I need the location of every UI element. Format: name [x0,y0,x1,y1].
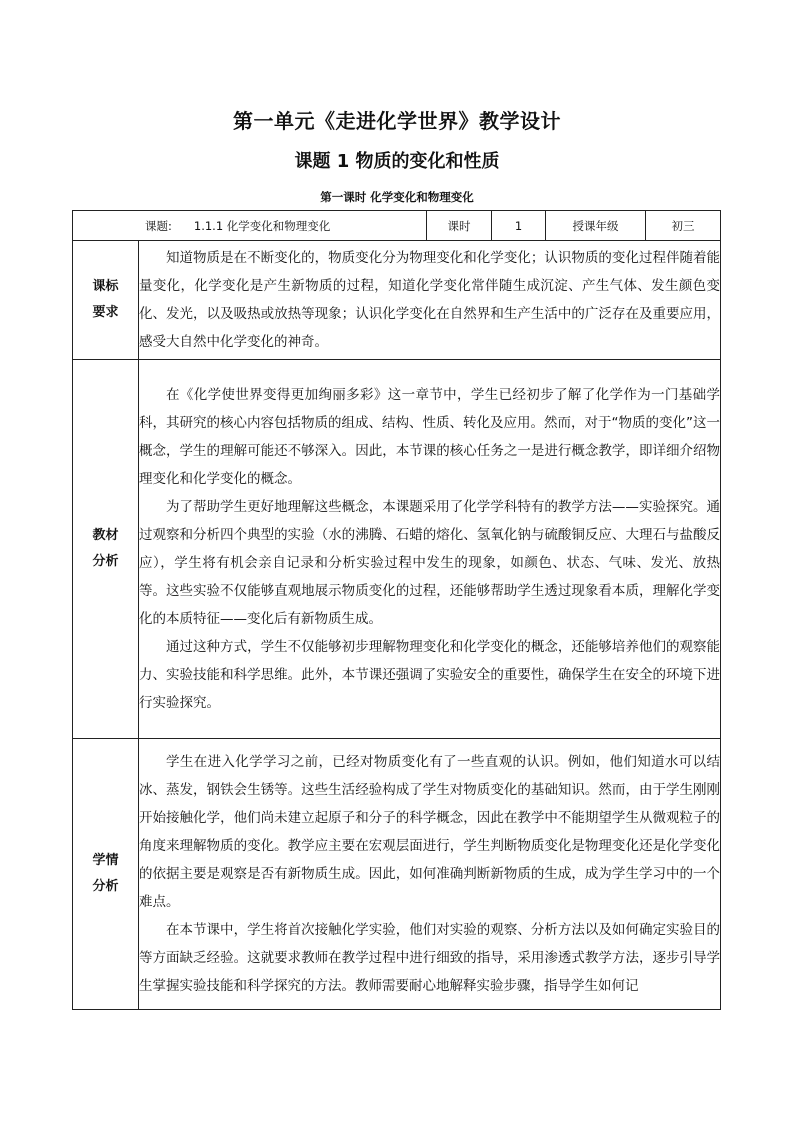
student-label-line1: 学情 [92,853,119,868]
standards-label [73,241,139,360]
student-analysis-label [73,739,139,1010]
hours-label: 课时 [427,211,492,241]
document-title: 第一单元《走进化学世界》教学设计 [233,109,561,133]
header-row [73,211,721,241]
lesson-plan-table [72,210,721,1010]
topic-cell [73,211,427,241]
lesson-title: 第一课时 化学变化和物理变化 [320,190,474,204]
paragraph: 通过这种方式，学生不仅能够初步理解物理变化和化学变化的概念，还能够培养他们的观察能力、实验技能和科学思维。此外，本节课还强调了实验安全的重要性，确保学生在安全的环境下进行实验探究。 [139,639,721,711]
paragraph: 在本节课中，学生将首次接触化学实验，他们对实验的观察、分析方法以及如何确定实验目的等方面缺乏经验。这就要求教师在教学过程中进行细致的指导，采用渗透式教学方法，逐步引导学生掌握实验技能和科学探究的方法。教师需要耐心地解释实验步骤，指导学生如何记 [139,922,721,994]
paragraph: 知道物质是在不断变化的，物质变化分为物理变化和化学变化；认识物质的变化过程伴随着能量变化，化学变化是产生新物质的过程，知道化学变化常伴随生成沉淀、产生气体、发生颜色变化、发光，以及吸热或放热等现象；认识化学变化在自然界和生产生活中的广泛存在及重要应用，感受大自然中化学变化的神奇。 [139,250,721,350]
standards-label-line1: 课标 [92,279,119,294]
material-analysis-row [73,360,721,739]
hours-value: 1 [492,211,546,241]
topic-label: 课题: [145,218,172,233]
standards-content [139,241,721,360]
standards-label-line2: 要求 [92,305,119,320]
paragraph: 学生在进入化学学习之前，已经对物质变化有了一些直观的认识。例如，他们知道水可以结冰、蒸发，钢铁会生锈等。这些生活经验构成了学生对物质变化的基础知识。然而，由于学生刚刚开始接触化学，他们尚未建立起原子和分子的科学概念，因此在教学中不能期望学生从微观粒子的角度来理解物质的变化。教学应主要在宏观层面进行，学生判断物质变化是物理变化还是化学变化的依据主要是观察是否有新物质生成。因此，如何准确判断新物质的生成，成为学生学习中的一个难点。 [139,754,721,910]
grade-value: 初三 [646,211,721,241]
student-label-line2: 分析 [92,879,119,894]
paragraph: 在《化学使世界变得更加绚丽多彩》这一章节中，学生已经初步了解了化学作为一门基础学科，其研究的核心内容包括物质的组成、结构、性质、转化及应用。然而，对于“物质的变化”这一概念，学生的理解可能还不够深入。因此，本节课的核心任务之一是进行概念教学，即详细介绍物理变化和化学变化的概念。 [139,387,721,487]
section-title: 课题 1 物质的变化和性质 [294,151,500,172]
topic-value: 1.1.1 化学变化和物理变化 [193,218,331,233]
material-label-line2: 分析 [92,554,119,569]
standards-row [73,241,721,360]
paragraph: 为了帮助学生更好地理解这些概念，本课题采用了化学学科特有的教学方法——实验探究。通过观察和分析四个典型的实验（水的沸腾、石蜡的熔化、氢氧化钠与硫酸铜反应、大理石与盐酸反应），学生将有机会亲自记录和分析实验过程中发生的现象，如颜色、状态、气味、发光、放热等。这些实验不仅能够直观地展示物质变化的过程，还能够帮助学生透过现象看本质，理解化学变化的本质特征——变化后有新物质生成。 [139,499,721,627]
material-label-line1: 教材 [92,528,119,543]
student-analysis-row [73,739,721,1010]
material-analysis-content [139,360,721,739]
material-analysis-label [73,360,139,739]
grade-label: 授课年级 [546,211,646,241]
student-analysis-content [139,739,721,1010]
